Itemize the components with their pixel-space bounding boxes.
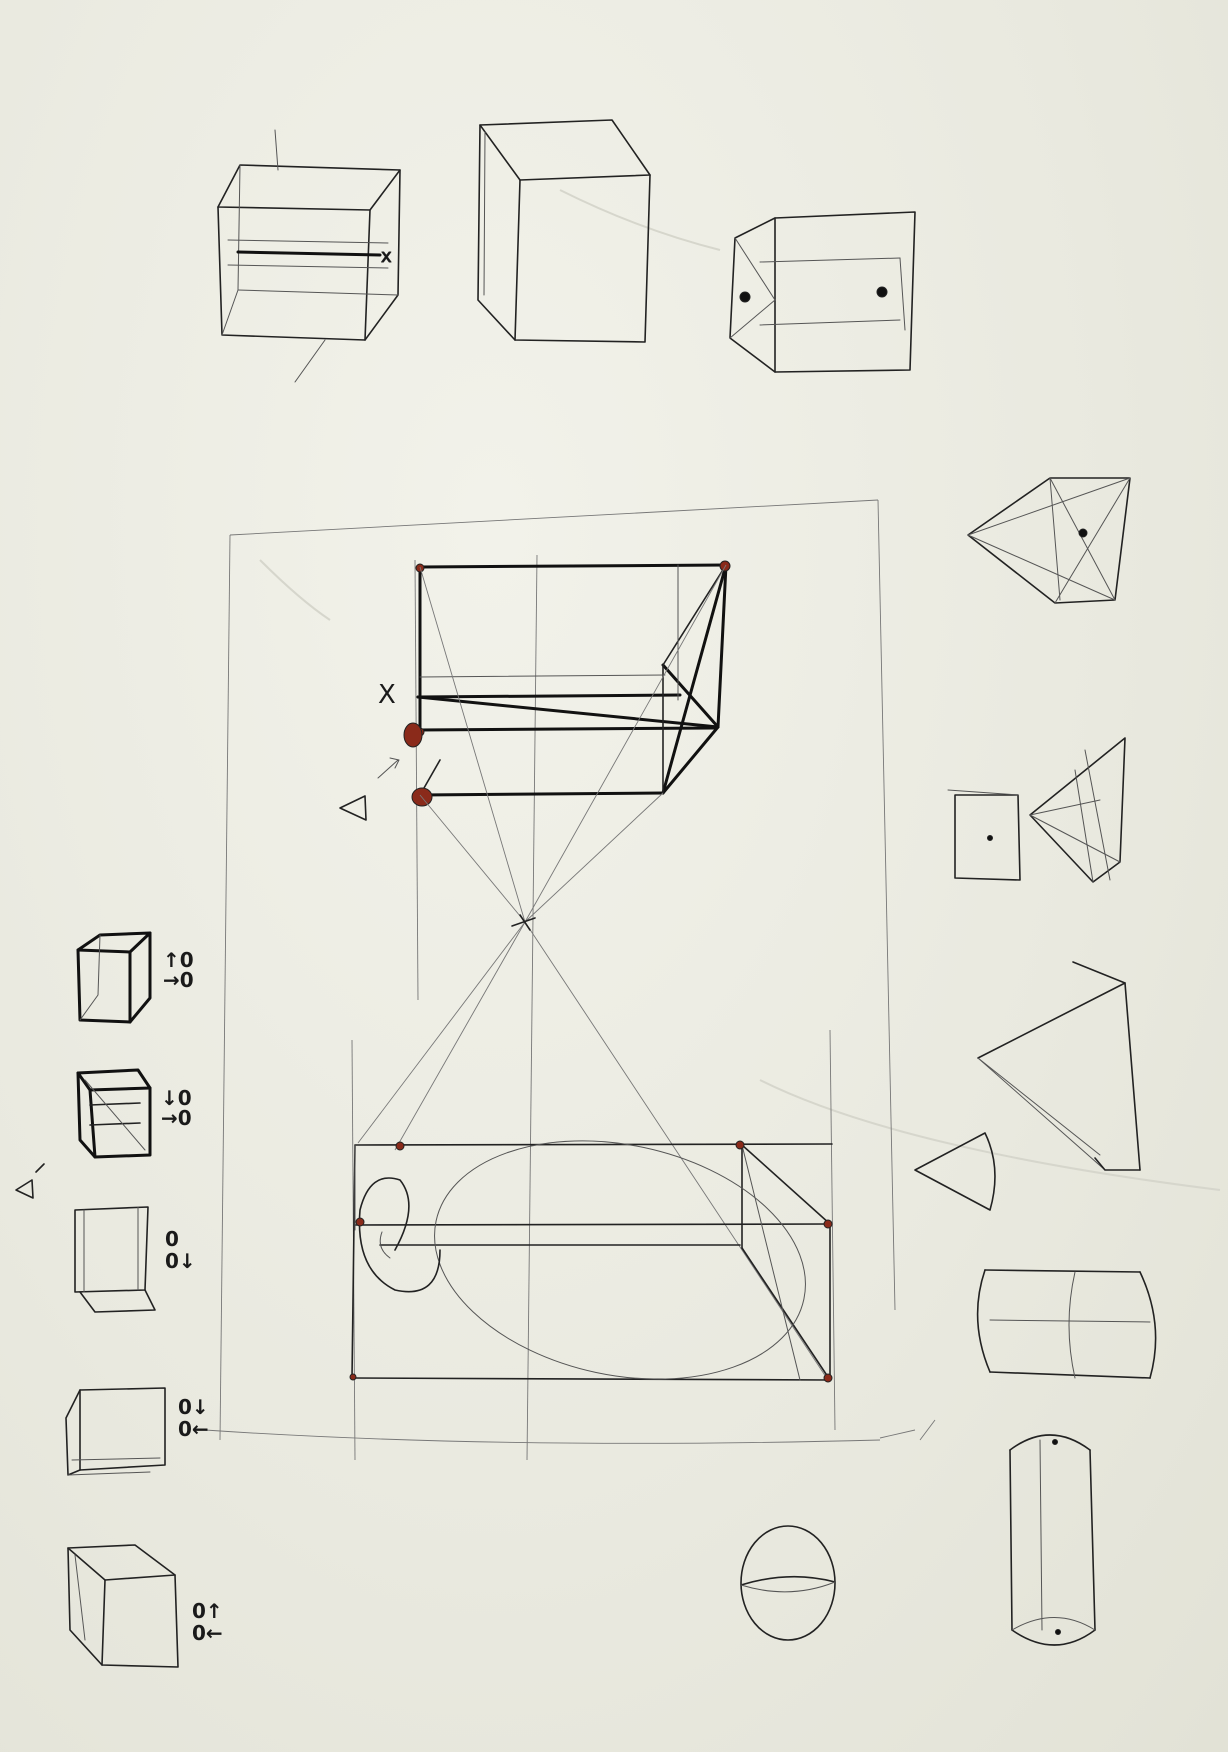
- left-cube-3: [75, 1207, 155, 1312]
- misc-strokes: [880, 1420, 935, 1440]
- cube-sketch-top-left: [218, 130, 400, 382]
- cube-note-4-line2: 0←: [178, 1417, 209, 1441]
- cube-note-4-line1: 0↓: [178, 1395, 209, 1419]
- cube-note-5-line1: 0↑: [192, 1599, 223, 1623]
- vanishing-lines: [358, 565, 828, 1380]
- cube-note-1: [163, 950, 194, 990]
- x-mark-label: X: [378, 680, 396, 710]
- cube-note-3-line2: 0↓: [165, 1249, 196, 1273]
- paper-creases: [260, 190, 1220, 1190]
- sphere-sketch: [741, 1526, 835, 1640]
- cube-note-2-line1: ↓0: [161, 1086, 192, 1110]
- left-cube-2: [78, 1070, 150, 1157]
- large-frame-construction: [205, 500, 895, 1460]
- cube-sketch-top-right: [730, 212, 915, 372]
- eye-mark-left: [16, 1164, 44, 1198]
- pyramid-sketch-3: [978, 962, 1140, 1170]
- cylinder-sketch-vertical: [1010, 1435, 1095, 1645]
- upper-box-construction: [404, 561, 730, 806]
- cube-note-1-line1: ↑0: [163, 948, 194, 972]
- cube-note-3-line1: 0: [165, 1227, 179, 1251]
- cube-note-1-line2: →0: [163, 968, 194, 992]
- left-cube-5: [68, 1545, 178, 1667]
- cube-sketch-top-center: [478, 120, 650, 342]
- cylinder-sketch-horizontal: [978, 1270, 1156, 1378]
- left-cube-1: [78, 933, 150, 1022]
- left-cube-4: [66, 1388, 165, 1475]
- eye-arrow-upper: [340, 758, 399, 820]
- cube-note-2: [161, 1088, 192, 1128]
- cube-note-2-line2: →0: [161, 1106, 192, 1130]
- cube-x-mark: x: [381, 246, 392, 267]
- pyramid-sketch-2: [948, 738, 1125, 882]
- cube-note-5: [192, 1600, 223, 1644]
- cube-note-3: [165, 1228, 196, 1272]
- cube-note-5-line2: 0←: [192, 1621, 223, 1645]
- lower-box-construction: [350, 1108, 832, 1411]
- pyramid-sketch-1: [968, 478, 1130, 603]
- cube-note-4: [178, 1396, 209, 1440]
